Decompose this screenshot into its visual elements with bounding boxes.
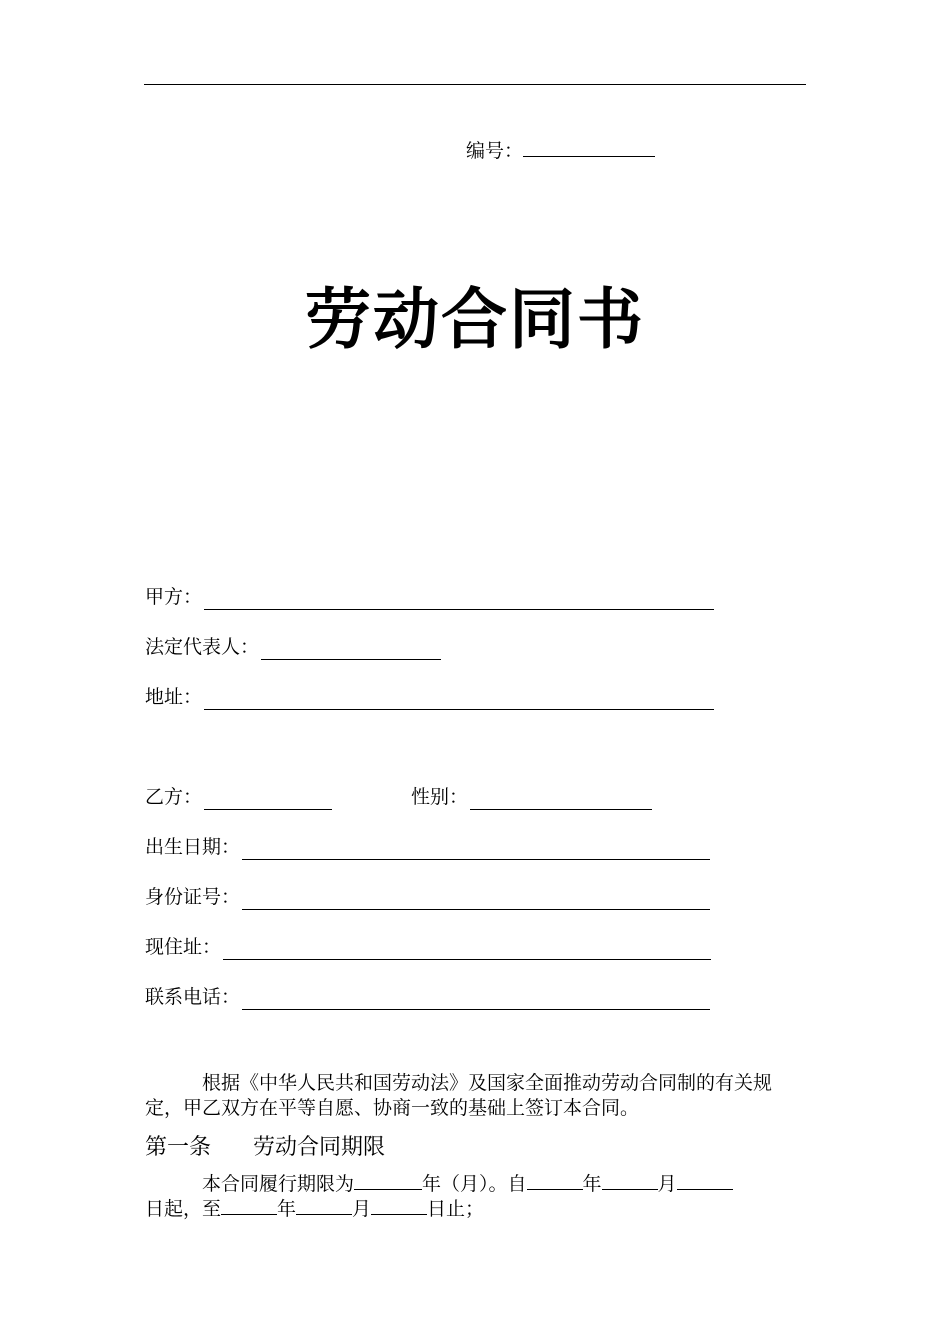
- contract-number-label: 编号：: [466, 140, 524, 162]
- article-1-text-1: 本合同履行期限为: [202, 1173, 355, 1195]
- article-1-number: 第一条: [145, 1135, 212, 1160]
- article-1-term-paragraph: [145, 1170, 807, 1197]
- document-title: 劳动合同书: [305, 281, 645, 358]
- party-b-name-blank: [204, 787, 332, 810]
- gender-label: 性别：: [411, 786, 469, 808]
- gender-row: [411, 784, 652, 810]
- current-address-label: 现住址：: [145, 936, 222, 958]
- article-1-text-8: 日止；: [427, 1198, 485, 1220]
- article-1-term-paragraph-line-2: [145, 1195, 807, 1222]
- legal-rep-row: [145, 634, 441, 660]
- party-a-name-blank: [204, 587, 714, 610]
- party-a-address-row: [145, 684, 714, 710]
- term-length-blank: [354, 1170, 422, 1190]
- phone-row: [145, 984, 710, 1010]
- birth-date-blank: [242, 837, 710, 860]
- article-1-heading: [145, 1130, 385, 1161]
- article-1-title: 劳动合同期限: [253, 1135, 386, 1160]
- party-a-name-row: [145, 584, 714, 610]
- current-address-blank: [223, 937, 711, 960]
- party-a-name-label: 甲方：: [145, 586, 203, 608]
- contract-number-row: [466, 136, 655, 163]
- start-day-blank: [677, 1170, 733, 1190]
- end-year-blank: [221, 1195, 277, 1215]
- party-a-address-blank: [204, 687, 714, 710]
- end-month-blank: [296, 1195, 352, 1215]
- phone-blank: [242, 987, 710, 1010]
- start-month-blank: [602, 1170, 658, 1190]
- phone-label: 联系电话：: [145, 986, 241, 1008]
- article-1-text-5: 日起，至: [145, 1198, 222, 1220]
- article-1-text-4: 月: [657, 1173, 677, 1195]
- preamble-paragraph: 根据《中华人民共和国劳动法》及国家全面推动劳动合同制的有关规定，甲乙双方在平等自愿、协商一致的基础上签订本合同。: [145, 1072, 773, 1119]
- end-day-blank: [371, 1195, 427, 1215]
- id-number-row: [145, 884, 710, 910]
- top-rule: [144, 84, 806, 85]
- contract-number-blank: [523, 136, 655, 157]
- article-1-text-7: 月: [352, 1198, 372, 1220]
- party-b-name-row: [145, 784, 332, 810]
- birth-date-row: [145, 834, 710, 860]
- party-b-name-label: 乙方：: [145, 786, 203, 808]
- article-1-text-6: 年: [277, 1198, 297, 1220]
- party-a-address-label: 地址：: [145, 686, 203, 708]
- gender-blank: [470, 787, 652, 810]
- id-number-blank: [242, 887, 710, 910]
- id-number-label: 身份证号：: [145, 886, 241, 908]
- article-1-text-3: 年: [582, 1173, 602, 1195]
- start-year-blank: [527, 1170, 583, 1190]
- current-address-row: [145, 934, 711, 960]
- birth-date-label: 出生日期：: [145, 836, 241, 858]
- legal-rep-blank: [261, 637, 441, 660]
- legal-rep-label: 法定代表人：: [145, 636, 260, 658]
- article-1-text-2: 年（月）。自: [422, 1173, 527, 1195]
